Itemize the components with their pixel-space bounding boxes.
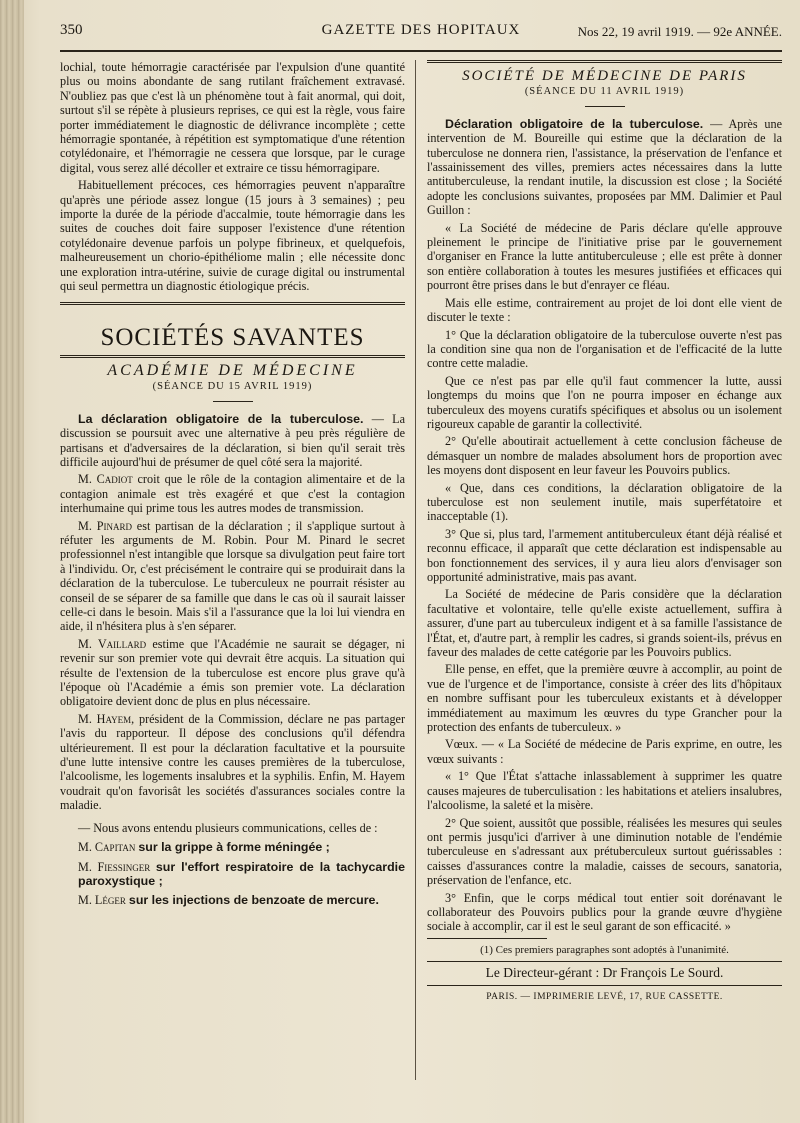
paragraph: M. Vaillard estime que l'Académie ne saurait se dégager, ni revenir sur son premier vote qui devrait être acquis. La situation qui résulte de l'extension de la tuberculose est encore plus grave qu'à l'époque où l'Académie a émis son premier vote. La déclaration obligatoire devient donc de plus en plus nécessaire. xyxy=(60,636,405,709)
section-rule xyxy=(60,355,405,358)
paragraph: Elle pense, en effet, que la première œuvre à accomplir, au point de vue de l'urgence et de l'importance, consiste à créer des lits d'hôpitaux en nombre suffisant pour les tuberculeux existants et à développer immédiatement au maximum les œuvres du type Grancher pour la protection des enfants de tuberculeux. » xyxy=(427,662,782,735)
header-rule xyxy=(60,50,782,52)
communications-list xyxy=(60,840,405,908)
page-header xyxy=(60,20,782,46)
page-number: 350 xyxy=(60,22,83,38)
section-title: SOCIÉTÉS SAVANTES xyxy=(100,323,365,351)
divider xyxy=(213,401,253,402)
paragraph: Mais elle estime, contrairement au projet de loi dont elle vient de discuter le texte : xyxy=(427,295,782,325)
footer-rule xyxy=(427,985,782,986)
society-title: SOCIÉTÉ DE MÉDECINE DE PARIS xyxy=(462,68,747,84)
left-column xyxy=(60,60,405,913)
paragraph: La déclaration obligatoire de la tuberculose. — La discussion se poursuit avec une alternative à peu près régulière de partisans et d'adversaires de la déclaration, si bien qu'il serait très difficile aujourd'hui de présumer de quel côté sera la majorité. xyxy=(60,411,406,469)
paragraph: Que ce n'est pas par elle qu'il faut commencer la lutte, aussi longtemps du moins que l'on ne pourra imposer en échange aux tuberculeux des moyens curatifs spécifiques et absolus ou un isolement rigoureux capable de garantir la collectivité. xyxy=(427,373,782,431)
paragraph: 3° Que si, plus tard, l'armement antituberculeux étant déjà réalisé et reconnu efficace, il apparaît que cette déclaration est indispensable au bon fonctionnement des services, il y aura lieu alors d'envisager son opportunité administrative, mais pas avant. xyxy=(427,526,782,584)
list-item: M. Fiessinger sur l'effort respiratoire de la tachycardie paroxystique ; xyxy=(78,859,406,888)
paragraph: M. Hayem, président de la Commission, déclare ne pas partager l'avis du rapporteur. Il dépose des conclusions qu'il défendra ultérieurement. Il est pour la déclaration facultative et la poursuite d'une lutte intensive contre les causes premières de la tuberculose, l'alcoolisme, les logements insalubres et la syphilis. Enfin, M. Hayem voudrait qu'on favorisât les sociétés d'assurances sociales contre la maladie. xyxy=(60,711,405,813)
footer-rule xyxy=(427,961,782,962)
footnote-rule xyxy=(427,938,547,939)
section-rule xyxy=(60,302,405,305)
paragraph: M. Cadiot croit que le rôle de la contagion alimentaire et de la contagion animale est très exagéré et que c'est la contagion interhumaine qui prime tous les autres modes de transmission. xyxy=(60,472,405,516)
printer-line: PARIS. — IMPRIMERIE LEVÉ, 17, RUE CASSETTE. xyxy=(486,991,723,1002)
list-item: M. Léger sur les injections de benzoate de mercure. xyxy=(78,893,379,908)
column-divider xyxy=(415,60,416,1080)
article-heading: Déclaration obligatoire de la tuberculose. xyxy=(445,116,704,131)
director-line: Le Directeur-gérant : Dr François Le Sourd. xyxy=(485,965,724,981)
paragraph: « 1° Que l'État s'attache inlassablement à supprimer les quatre causes majeures de tuberculisation : les habitations et ateliers insalubres, l'alcoolisme, la saleté et la misère. xyxy=(427,769,782,813)
right-column xyxy=(427,60,782,1004)
journal-title: GAZETTE DES HOPITAUX xyxy=(321,22,521,38)
paragraph: La Société de médecine de Paris considère que la déclaration facultative et volontaire, telle qu'elle existe actuellement, suffira à assurer, d'une part au tuberculeux indigent et à sa famille l'assistance de l'État, et, d'autre part, à remplir les cadres, si grands soient-ils, prévus en faveur des malades de cette catégorie par les Pouvoirs publics. xyxy=(427,587,782,660)
speaker-name: M. Pinard xyxy=(78,518,132,533)
paragraph: « La Société de médecine de Paris déclare qu'elle approuve pleinement le principe de l'initiative prise par le gouvernement d'organiser en France la lutte antituberculeuse ; elle est prête à donner son entière collaboration à toutes les mesures justifiées et efficaces qui pourront être prises dans le but d'enrayer ce fléau. xyxy=(427,220,782,293)
paragraph: M. Pinard est partisan de la déclaration ; il s'applique surtout à réfuter les arguments de M. Robin. Pour M. Pinard le secret professionnel n'est intangible que lorsque sa divulgation peut faire tort à l'individu. Or, c'est précisément le contraire qui se produirait dans la déclaration de la tuberculose. Le tuberculeux ne pourrait résister au conseil de se séparer de sa famille que dans le cas où il saurait laisser celle-ci dans le besoin. Mais s'il a l'assurance que la loi lui viendra en aide, il n'hésitera plus à s'en séparer. xyxy=(60,518,405,634)
paragraph: 2° Qu'elle aboutirait actuellement à cette conclusion fâcheuse de démasquer un nombre de malades absolument hors de proportion avec les moyens dont disposent en leur faveur les Pouvoirs publics. xyxy=(427,434,782,478)
footnote: (1) Ces premiers paragraphes sont adoptés à l'unanimité. xyxy=(480,943,729,956)
issue-info: Nos 22, 19 avril 1919. — 92e ANNÉE. xyxy=(577,24,782,39)
binding-spine xyxy=(0,0,24,1123)
academy-title: ACADÉMIE DE MÉDECINE xyxy=(107,361,358,379)
paragraph: 3° Enfin, que le corps médical tout entier soit dorénavant le collaborateur des Pouvoirs publics pour la grande œuvre d'hygiène sociale à accomplir, car il est le seul garant de son efficacité. » xyxy=(427,890,782,934)
paragraph: Vœux. — « La Société de médecine de Paris exprime, en outre, les vœux suivants : xyxy=(427,737,782,766)
speaker-name: M. Vaillard xyxy=(78,636,147,651)
article-heading: La déclaration obligatoire de la tuberculose. xyxy=(78,411,364,426)
paragraph: Habituellement précoces, ces hémorragies peuvent n'apparaître qu'après une période assez longue (15 jours à 3 semaines) ; peu importe la durée de la période d'accalmie, toute hémorragie dans les suites de couches doit faire supposer l'existence d'une rétention cotylédonaire devenue parfois un polype fibrineux, et quelquefois, malheureusement un chorio-épithéliome malin ; elle nécessite donc une exploration intra-utérine, suivie de curage digital ou instrumental qui seul permettra un diagnostic étiologique précis. xyxy=(60,178,405,294)
paragraph: 1° Que la déclaration obligatoire de la tuberculose ouverte n'est pas la condition sine qua non de l'organisation et de l'efficacité de la lutte contre cette maladie. xyxy=(427,327,782,371)
paragraph: lochial, toute hémorragie caractérisée par l'expulsion d'une quantité plus ou moins abondante de sang rutilant fraîchement extravasé. N'oubliez pas que c'est là un phénomène tout à fait anormal, qui doit, surtout s'il se répète à plusieurs reprises, ce qui est la règle, vous faire porter immédiatement le diagnostic de délivrance incomplète ; cette hémorragie spontanée, à répétition est symptomatique d'une rétention cotylédonaire, et l'hémorragie ne cessera que lorsque, par le curage digital, vous serez allé décoller et extraire ce tissu hémorragipare. xyxy=(60,60,405,175)
speaker-name: M. Cadiot xyxy=(78,472,133,487)
list-item: M. Capitan sur la grippe à forme méningée ; xyxy=(78,840,330,855)
paragraph: 2° Que soient, aussitôt que possible, réalisées les mesures qui seules ont permis jusqu'ici d'arriver à une diminution notable de l'endémie tuberculeuse en s'adressant aux prétuberculeux surtout guérissables : caisses d'assurances contre la maladie, caisses de secours, sanatoria, préservation de l'enfance, etc. xyxy=(427,815,782,888)
academy-seance: (SÉANCE DU 15 AVRIL 1919) xyxy=(152,381,313,393)
society-seance: (SÉANCE DU 11 AVRIL 1919) xyxy=(524,86,685,98)
section-rule xyxy=(427,60,782,63)
speaker-name: M. Hayem xyxy=(78,711,132,726)
paragraph: — Nous avons entendu plusieurs communications, celles de : xyxy=(78,820,378,835)
paragraph: Déclaration obligatoire de la tuberculose. — Après une intervention de M. Boureille qui estime que la déclaration de la tuberculose ne donnera rien, l'assistance, la préservation de l'enfance et l'assainissement des villes, premiers actes nécessaires dans la lutte antituberculeuse, la rendant inutile, la discussion est close ; la Société adopte les conclusions suivantes, proposées par MM. Dalimier et Paul Guillon : xyxy=(427,116,782,218)
divider xyxy=(585,106,625,107)
paragraph: « Que, dans ces conditions, la déclaration obligatoire de la tuberculose est non seulement inutile, mais superfétatoire et inacceptable (1). xyxy=(427,480,782,524)
